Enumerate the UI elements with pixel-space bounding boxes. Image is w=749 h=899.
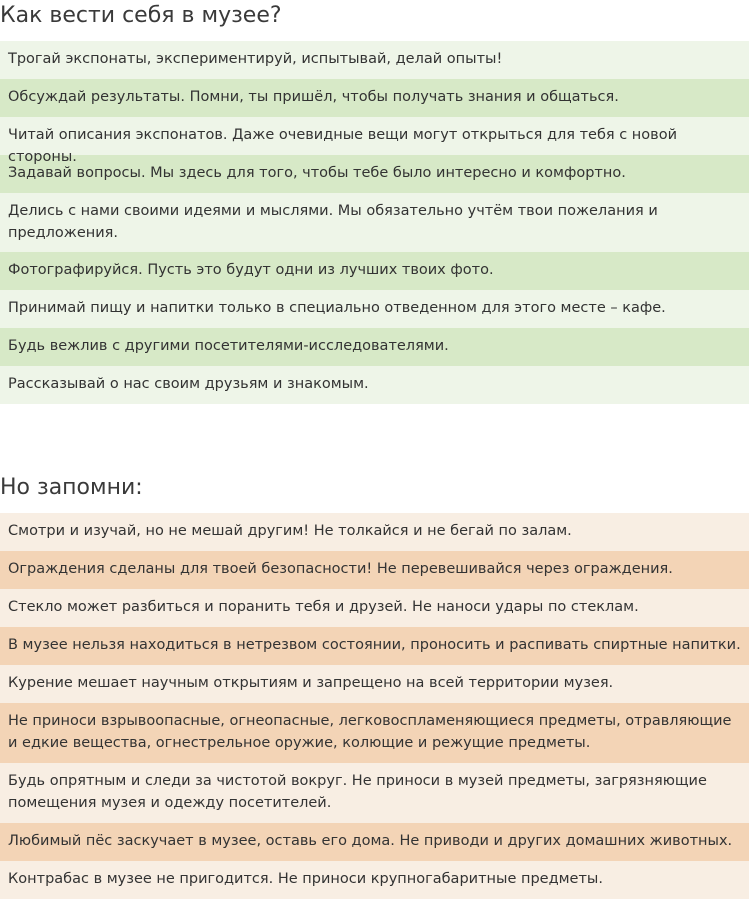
prohibition-item: Стекло может разбиться и поранить тебя и друзей. Не наноси удары по стеклам. [0,589,749,627]
prohibition-item: Любимый пёс заскучает в музее, оставь его дома. Не приводи и других домашних животных. [0,823,749,861]
prohibition-item: Курение мешает научным открытиям и запрещено на всей территории музея. [0,665,749,703]
rule-item: Будь вежлив с другими посетителями-исследователями. [0,328,749,366]
rule-item: Рассказывай о нас своим друзьям и знакомым. [0,366,749,404]
rule-item: Трогай экспонаты, экспериментируй, испытывай, делай опыты! [0,41,749,79]
prohibition-item: В музее нельзя находиться в нетрезвом состоянии, проносить и распивать спиртные напитки. [0,627,749,665]
section-title-remember: Но запомни: [0,475,143,500]
prohibition-item: Смотри и изучай, но не мешай другим! Не толкайся и не бегай по залам. [0,513,749,551]
rule-item: Принимай пищу и напитки только в специально отведенном для этого месте – кафе. [0,290,749,328]
prohibition-item: Будь опрятным и следи за чистотой вокруг. Не приноси в музей предметы, загрязняющие помещения музея и одежду посетителей. [0,763,749,823]
prohibitions-list [0,513,749,899]
section-title-museum-behavior: Как вести себя в музее? [0,3,282,28]
prohibition-item: Не приноси взрывоопасные, огнеопасные, легковоспламеняющиеся предметы, отравляющие и едкие вещества, огнестрельное оружие, колющие и режущие предметы. [0,703,749,763]
rule-item: Обсуждай результаты. Помни, ты пришёл, чтобы получать знания и общаться. [0,79,749,117]
museum-rules-list [0,41,749,404]
rule-item: Фотографируйся. Пусть это будут одни из лучших твоих фото. [0,252,749,290]
rule-item: Задавай вопросы. Мы здесь для того, чтобы тебе было интересно и комфортно. [0,155,749,193]
rule-item: Делись с нами своими идеями и мыслями. Мы обязательно учтём твои пожелания и предложения. [0,193,749,252]
rule-item: Читай описания экспонатов. Даже очевидные вещи могут открыться для тебя с новой стороны. [0,117,749,155]
prohibition-item: Ограждения сделаны для твоей безопасности! Не перевешивайся через ограждения. [0,551,749,589]
prohibition-item: Контрабас в музее не пригодится. Не приноси крупногабаритные предметы. [0,861,749,899]
